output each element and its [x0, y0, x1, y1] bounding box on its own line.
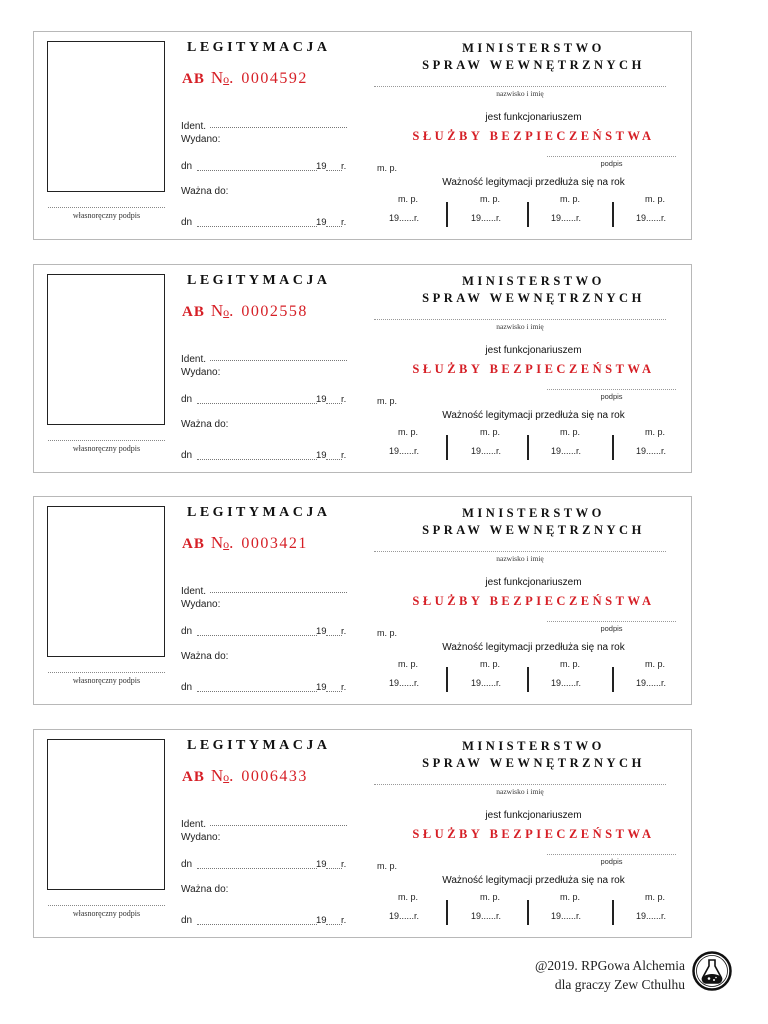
serial-number: [182, 68, 308, 88]
card-title: LEGITYMACJA: [187, 273, 331, 288]
extension-stamp-cell: [539, 658, 619, 692]
valid-year-dotted-line: [326, 691, 342, 692]
extension-year-field: 19......r.: [471, 213, 502, 223]
stamp-place-label: m. p.: [479, 659, 500, 669]
id-card: [33, 31, 692, 240]
extension-stamp-cell: [624, 658, 704, 692]
extension-year-field: 19......r.: [551, 446, 582, 456]
valid-year-suffix: r.: [341, 217, 347, 228]
extension-year-field: 19......r.: [389, 678, 420, 688]
issued-year-dotted-line: [326, 635, 342, 636]
extension-year-field: 19......r.: [389, 446, 420, 456]
ident-dotted-line: [210, 127, 347, 128]
series-code: AB: [182, 769, 205, 785]
serial-number: [182, 766, 308, 786]
audience-line: dla graczy Zew Cthulhu: [554, 977, 685, 992]
stamp-place-label: m. p.: [377, 163, 398, 173]
stamp-place-label: m. p.: [559, 892, 580, 902]
name-label: nazwisko i imię: [496, 554, 544, 563]
ident-label: Ident.: [181, 121, 207, 132]
cell-divider: [612, 900, 614, 925]
valid-year-suffix: r.: [341, 682, 347, 693]
stamp-place-label: m. p.: [377, 861, 398, 871]
stamp-place-label: m. p.: [397, 659, 418, 669]
name-label: nazwisko i imię: [496, 322, 544, 331]
ministry-title-line2: SPRAW WEWNĘTRZNYCH: [422, 756, 645, 770]
ministry-title-line2: SPRAW WEWNĘTRZNYCH: [422, 58, 645, 72]
extension-year-field: 19......r.: [636, 911, 667, 921]
cell-divider: [446, 435, 448, 460]
issued-date-dotted-line: [197, 403, 317, 404]
extension-year-field: 19......r.: [551, 213, 582, 223]
stamp-place-label: m. p.: [559, 659, 580, 669]
valid-until-label: Ważna do:: [181, 884, 229, 895]
valid-date-dn-label: dn: [181, 450, 193, 461]
officer-statement: jest funkcjonariuszem: [485, 112, 582, 123]
valid-date-dotted-line: [197, 226, 317, 227]
ministry-title-line1: MINISTERSTWO: [462, 41, 605, 55]
issued-date-dotted-line: [197, 170, 317, 171]
cell-divider: [612, 435, 614, 460]
number-sign: No.: [210, 301, 234, 320]
copyright-line: @2019. RPGowa Alchemia: [534, 958, 685, 973]
issued-year-dotted-line: [326, 868, 342, 869]
issued-label: Wydano:: [181, 367, 221, 378]
signature-line: [48, 207, 165, 208]
signature-label: własnoręczny podpis: [72, 444, 141, 453]
validity-extension-text: Ważność legitymacji przedłuża się na rok: [442, 410, 625, 421]
stamp-place-label: m. p.: [559, 427, 580, 437]
ident-dotted-line: [210, 592, 347, 593]
extension-stamp-cell: [539, 426, 619, 460]
issued-date-dn-label: dn: [181, 161, 193, 172]
serial-value: 0002558: [241, 303, 308, 320]
valid-year-prefix: 19: [316, 217, 327, 228]
service-name: SŁUŻBY BEZPIECZEŃSTWA: [412, 827, 655, 841]
copyright-footer: [535, 956, 685, 994]
signature-line: [48, 905, 165, 906]
signature-label: własnoręczny podpis: [72, 211, 141, 220]
official-signature-label: podpis: [600, 857, 623, 866]
extension-year-field: 19......r.: [551, 911, 582, 921]
number-sign: No.: [210, 533, 234, 552]
issued-date-dn-label: dn: [181, 626, 193, 637]
serial-value: 0004592: [241, 70, 308, 87]
name-dotted-line: [374, 551, 666, 552]
cell-divider: [612, 202, 614, 227]
extension-year-field: 19......r.: [389, 213, 420, 223]
extension-stamp-cell: [624, 891, 704, 925]
valid-date-dotted-line: [197, 459, 317, 460]
extension-year-field: 19......r.: [636, 213, 667, 223]
officer-statement: jest funkcjonariuszem: [485, 577, 582, 588]
issued-label: Wydano:: [181, 599, 221, 610]
number-sign: No.: [210, 766, 234, 785]
issued-year-suffix: r.: [341, 394, 347, 405]
ident-dotted-line: [210, 825, 347, 826]
cell-divider: [527, 435, 529, 460]
name-label: nazwisko i imię: [496, 787, 544, 796]
ministry-title-line1: MINISTERSTWO: [462, 739, 605, 753]
id-card: [33, 496, 692, 705]
id-card: [33, 264, 692, 473]
valid-year-dotted-line: [326, 226, 342, 227]
stamp-place-label: m. p.: [644, 427, 665, 437]
extension-stamp-cell: [624, 193, 704, 227]
official-signature-line: [547, 854, 676, 855]
issued-date-dotted-line: [197, 635, 317, 636]
serial-number: [182, 301, 308, 321]
ministry-title-line2: SPRAW WEWNĘTRZNYCH: [422, 523, 645, 537]
officer-statement: jest funkcjonariuszem: [485, 345, 582, 356]
extension-stamp-cell: [624, 426, 704, 460]
issued-label: Wydano:: [181, 134, 221, 145]
issued-date-dotted-line: [197, 868, 317, 869]
official-signature-line: [547, 389, 676, 390]
issued-year-prefix: 19: [316, 626, 327, 637]
ident-label: Ident.: [181, 586, 207, 597]
extension-stamp-cell: [539, 891, 619, 925]
stamp-place-label: m. p.: [479, 892, 500, 902]
issued-date-dn-label: dn: [181, 859, 193, 870]
stamp-place-label: m. p.: [479, 194, 500, 204]
stamp-place-label: m. p.: [479, 427, 500, 437]
signature-label: własnoręczny podpis: [72, 909, 141, 918]
extension-stamp-cell: [377, 658, 457, 692]
official-signature-label: podpis: [600, 624, 623, 633]
ministry-title-line1: MINISTERSTWO: [462, 506, 605, 520]
extension-year-field: 19......r.: [551, 678, 582, 688]
valid-year-dotted-line: [326, 924, 342, 925]
valid-until-label: Ważna do:: [181, 651, 229, 662]
photo-box: [47, 41, 165, 192]
cell-divider: [527, 900, 529, 925]
official-signature-label: podpis: [600, 159, 623, 168]
extension-year-field: 19......r.: [389, 911, 420, 921]
number-sign: No.: [210, 68, 234, 87]
stamp-place-label: m. p.: [644, 892, 665, 902]
ministry-title-line2: SPRAW WEWNĘTRZNYCH: [422, 291, 645, 305]
valid-year-dotted-line: [326, 459, 342, 460]
stamp-place-label: m. p.: [377, 396, 398, 406]
card-title: LEGITYMACJA: [187, 738, 331, 753]
cell-divider: [446, 667, 448, 692]
card-title: LEGITYMACJA: [187, 40, 331, 55]
official-signature-line: [547, 156, 676, 157]
stamp-place-label: m. p.: [644, 659, 665, 669]
photo-box: [47, 274, 165, 425]
ident-label: Ident.: [181, 354, 207, 365]
valid-year-prefix: 19: [316, 450, 327, 461]
issued-year-suffix: r.: [341, 626, 347, 637]
serial-number: [182, 533, 308, 553]
serial-value: 0006433: [241, 768, 308, 785]
signature-label: własnoręczny podpis: [72, 676, 141, 685]
valid-year-suffix: r.: [341, 915, 347, 926]
validity-extension-text: Ważność legitymacji przedłuża się na rok: [442, 177, 625, 188]
name-dotted-line: [374, 784, 666, 785]
service-name: SŁUŻBY BEZPIECZEŃSTWA: [412, 362, 655, 376]
extension-year-field: 19......r.: [636, 446, 667, 456]
stamp-place-label: m. p.: [397, 427, 418, 437]
valid-until-label: Ważna do:: [181, 186, 229, 197]
cell-divider: [446, 900, 448, 925]
extension-year-field: 19......r.: [471, 911, 502, 921]
name-dotted-line: [374, 319, 666, 320]
valid-year-prefix: 19: [316, 915, 327, 926]
cell-divider: [527, 667, 529, 692]
issued-year-prefix: 19: [316, 161, 327, 172]
valid-year-prefix: 19: [316, 682, 327, 693]
series-code: AB: [182, 304, 205, 320]
extension-stamp-cell: [377, 193, 457, 227]
issued-year-suffix: r.: [341, 859, 347, 870]
issued-year-prefix: 19: [316, 394, 327, 405]
card-title: LEGITYMACJA: [187, 505, 331, 520]
series-code: AB: [182, 536, 205, 552]
ministry-title-line1: MINISTERSTWO: [462, 274, 605, 288]
officer-statement: jest funkcjonariuszem: [485, 810, 582, 821]
service-name: SŁUŻBY BEZPIECZEŃSTWA: [412, 129, 655, 143]
name-dotted-line: [374, 86, 666, 87]
extension-year-field: 19......r.: [471, 446, 502, 456]
valid-until-label: Ważna do:: [181, 419, 229, 430]
signature-line: [48, 672, 165, 673]
issued-year-dotted-line: [326, 403, 342, 404]
cell-divider: [446, 202, 448, 227]
issued-date-dn-label: dn: [181, 394, 193, 405]
issued-year-dotted-line: [326, 170, 342, 171]
validity-extension-text: Ważność legitymacji przedłuża się na rok: [442, 642, 625, 653]
validity-extension-text: Ważność legitymacji przedłuża się na rok: [442, 875, 625, 886]
official-signature-label: podpis: [600, 392, 623, 401]
valid-date-dotted-line: [197, 691, 317, 692]
issued-year-prefix: 19: [316, 859, 327, 870]
stamp-place-label: m. p.: [377, 628, 398, 638]
official-signature-line: [547, 621, 676, 622]
valid-date-dn-label: dn: [181, 217, 193, 228]
stamp-place-label: m. p.: [644, 194, 665, 204]
extension-year-field: 19......r.: [636, 678, 667, 688]
photo-box: [47, 506, 165, 657]
ident-dotted-line: [210, 360, 347, 361]
photo-box: [47, 739, 165, 890]
valid-date-dn-label: dn: [181, 682, 193, 693]
stamp-place-label: m. p.: [397, 892, 418, 902]
valid-year-suffix: r.: [341, 450, 347, 461]
ident-label: Ident.: [181, 819, 207, 830]
service-name: SŁUŻBY BEZPIECZEŃSTWA: [412, 594, 655, 608]
cell-divider: [527, 202, 529, 227]
issued-year-suffix: r.: [341, 161, 347, 172]
extension-stamp-cell: [539, 193, 619, 227]
valid-date-dn-label: dn: [181, 915, 193, 926]
stamp-place-label: m. p.: [397, 194, 418, 204]
series-code: AB: [182, 71, 205, 87]
stamp-place-label: m. p.: [559, 194, 580, 204]
alchemy-flask-logo-icon: [692, 951, 732, 991]
name-label: nazwisko i imię: [496, 89, 544, 98]
extension-stamp-cell: [377, 426, 457, 460]
cell-divider: [612, 667, 614, 692]
id-card: [33, 729, 692, 938]
valid-date-dotted-line: [197, 924, 317, 925]
serial-value: 0003421: [241, 535, 308, 552]
extension-stamp-cell: [377, 891, 457, 925]
extension-year-field: 19......r.: [471, 678, 502, 688]
signature-line: [48, 440, 165, 441]
issued-label: Wydano:: [181, 832, 221, 843]
